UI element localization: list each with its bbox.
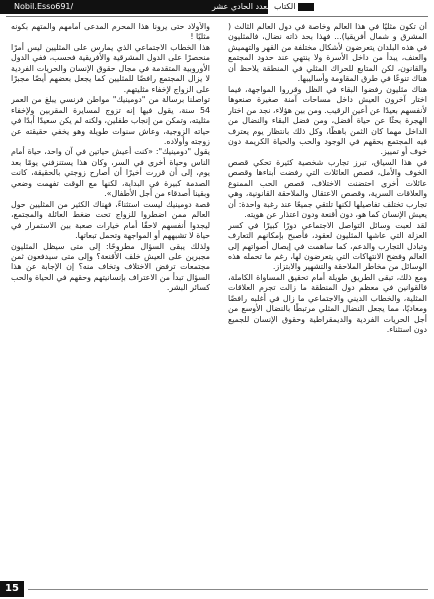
paragraph: هناك مثليون رفضوا البقاء في الظل وقرروا المواجهة، فيما اختار آخرون العيش داخل مساحات آمنة صغيرة صنعوها لأنفسهم بعيدًا عن أعين الرقيب. ومن بين هؤلاء، نجد من اختار الهجرة بحثًا عن حياة أفضل، ومن فضل البقاء والنضال من الداخل مهما كان الثمن باهظًا، وكل ذلك بانتظار يوم يعترف فيه المجتمع بحقهم في الوجود والحب والحياة الكريمة دون خوف أو تمييز. <box>228 84 427 157</box>
article-column-left <box>11 22 210 577</box>
paragraph: ولذلك يبقى السؤال مطروحًا: إلى متى سيظل المثليون مجبرين على العيش خلف الأقنعة؟ وإلى متى سيدفعون ثمن مجتمعات ترفض الاختلاف وتخاف منه؟ إن الإجابة عن هذا السؤال تبدأ من الاعتراف بإنسانيتهم وحقهم في الحياة والحب كسائر البشر. <box>11 241 210 293</box>
paragraph: يقول "دومينيك": «كنت أعيش حياتين في آن واحد، حياة أمام الناس وحياة أخرى في السر، وكان هذا يستنزفني يومًا بعد يوم، إلى أن قررت أخيرًا أن أصارح زوجتي بالحقيقة، كانت الصدمة كبيرة في البداية، لكنها مع الوقت تفهمت وضعي وبقينا أصدقاء من أجل الأطفال». <box>11 147 210 199</box>
section-marker <box>298 3 314 11</box>
paragraph: في هذا السياق، تبرز تجارب شخصية كثيرة تحكي قصص الخوف والأمل، قصص العائلات التي رفضت أبناءها وقصص عائلات أخرى احتضنت الاختلاف، قصص الحب الممنوع والعلاقات السرية، وقصص الاعتقال والملاحقة القانونية، وهي تجارب تختلف تفاصيلها لكنها تلتقي جميعًا عند رغبة واحدة: أن يعيش الإنسان كما هو، دون أقنعة ودون اعتذار عن هويته. <box>228 157 427 220</box>
header-section <box>274 1 317 13</box>
header-rule <box>6 16 428 17</box>
article-column-right <box>228 22 427 577</box>
header-handle: /Nobil.Esso691 <box>14 2 74 11</box>
paragraph: ومع ذلك، تبقى الطريق طويلة أمام تحقيق المساواة الكاملة، فالقوانين في معظم دول المنطقة ما زالت تجرم العلاقات المثلية، والخطاب الديني والاجتماعي ما زال في أغلبه رافضًا ومعاديًا، مما يجعل النضال المثلي مرتبطًا بالنضال الأوسع من أجل الحريات الفردية والديمقراطية وحقوق الإنسان للجميع دون استثناء. <box>228 272 427 335</box>
paragraph: قصة دومينيك ليست استثناءً، فهناك الكثير من المثليين حول العالم ممن اضطروا للزواج تحت ضغط العائلة والمجتمع، ليجدوا أنفسهم لاحقًا أمام خيارات صعبة بين الاستمرار في حياة لا تشبههم أو المواجهة وتحمل تبعاتها. <box>11 199 210 241</box>
footer-rule <box>28 589 428 590</box>
paragraph: لقد لعبت وسائل التواصل الاجتماعي دورًا كبيرًا في كسر العزلة التي عاشها المثليون لعقود، فأصبح بإمكانهم التعارف وتبادل التجارب والدعم، كما ساهمت في إيصال أصواتهم إلى العالم وفضح الانتهاكات التي يتعرضون لها، رغم ما تحمله هذه الوسائل من مخاطر الملاحقة والتشهير والابتزاز. <box>228 220 427 272</box>
paragraph: تواصلنا برسالة من "دومينيك" مواطن فرنسي يبلغ من العمر 54 سنة، يقول فيها إنه تزوج لمسايرة المقربين ولإخفاء مثليته، وتمكن من إنجاب طفلين، ولكنه لم يكن سعيدًا أبدًا في حياته الزوجية، وعاش سنوات طويلة وهو يخفي حقيقته عن زوجته وأولاده. <box>11 95 210 146</box>
header-bar <box>0 0 434 14</box>
paragraph: أن تكون مثليًا في هذا العالم وخاصة في دول العالم الثالث ( المشرق و شمال أفريقيا)... فهذا بحد ذاته نضال، فالمثليون في هذه البلدان يتعرضون لأشكال مختلفة من القهر والتهميش والعنف، يبدأ من داخل الأسرة ولا ينتهي عند حدود المجتمع والقانون، لكن المتابع للحراك المثلي في المنطقة يلاحظ أن هناك تنوعًا في طرق المقاومة وأساليبها. <box>228 22 427 84</box>
paragraph: هذا الخطاب الاجتماعي الذي يمارس على المثليين ليس أمرًا منحصرًا على الدول المشرقية والأفريقية فحسب، ففي الدول الأوروبية المتقدمة في مجال حقوق الإنسان والحريات الفردية لا يزال المجتمع رافضًا للمثليين كما يجعل بعضهم أيضًا مجبرًا على الزواج لإخفاء مثليتهم. <box>11 42 210 94</box>
header-issue: العدد الحادي عشر <box>212 2 272 11</box>
paragraph: والأولاد حتى يرونا هذا المحرم المدعى أمامهم والمتهم بكونه مثليًا ! <box>11 22 210 42</box>
page-footer <box>0 581 434 599</box>
page-number: 15 <box>0 581 24 597</box>
header-section-label: الكتاب <box>274 2 296 11</box>
